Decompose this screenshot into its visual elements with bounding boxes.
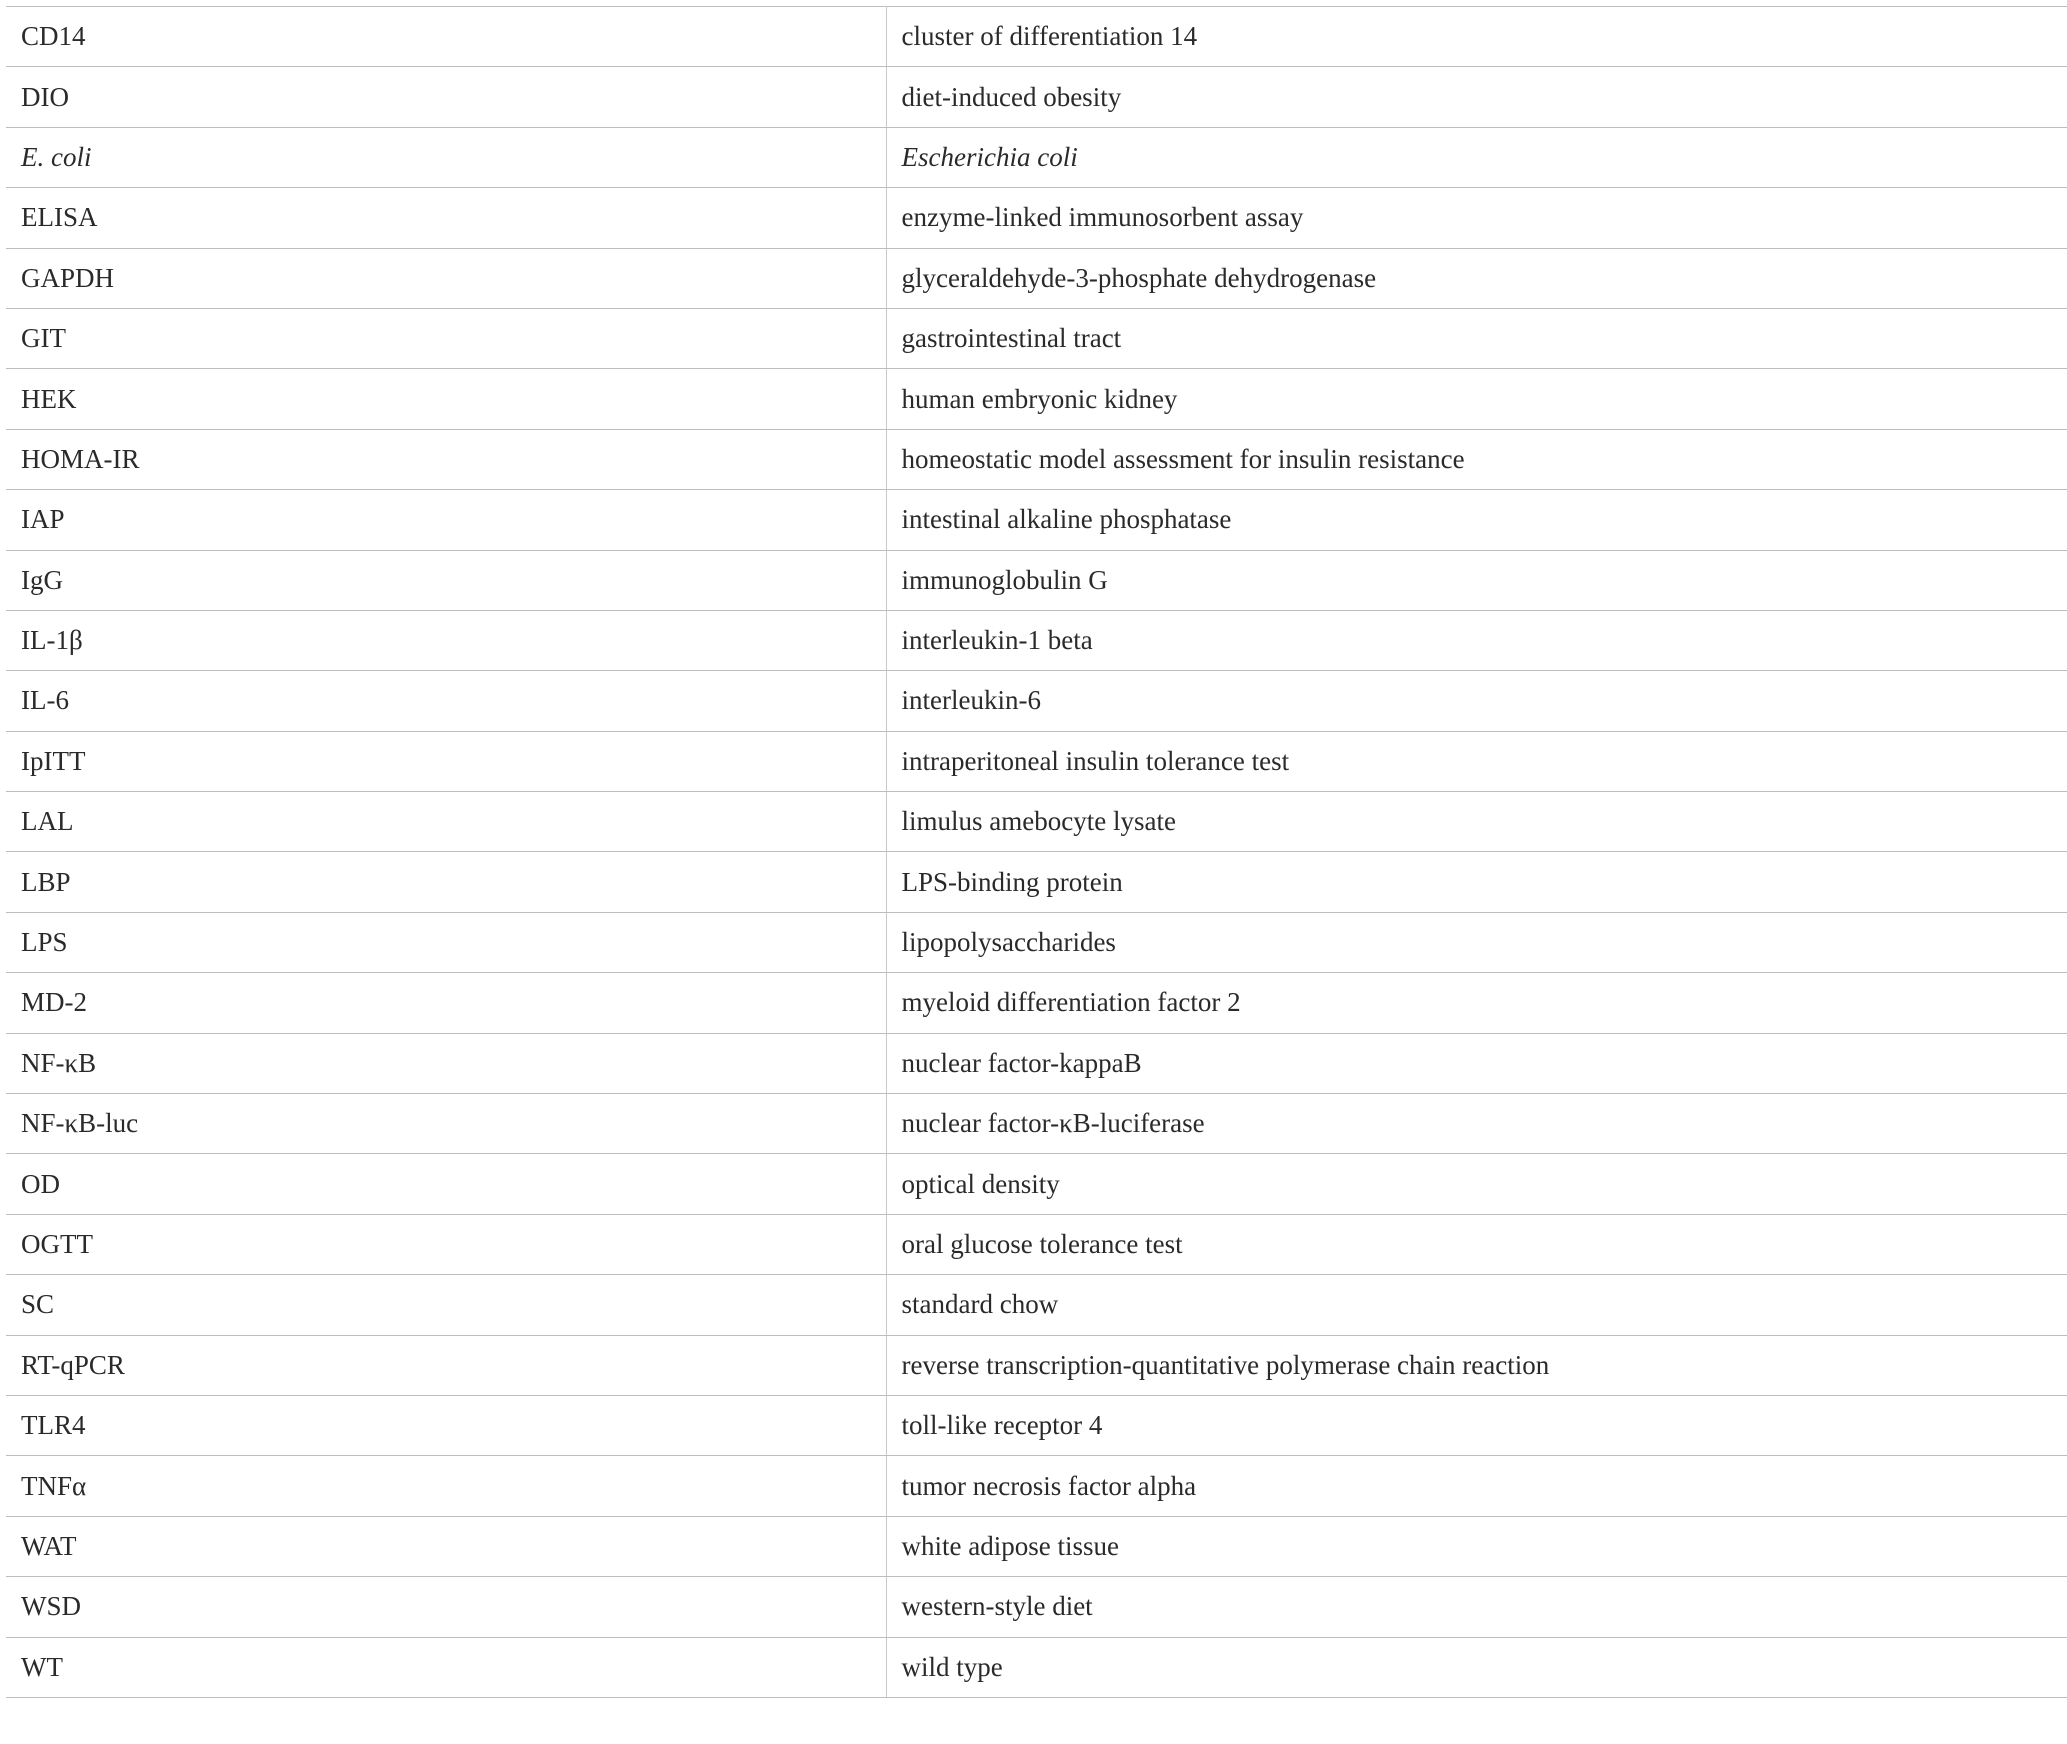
table-row bbox=[6, 1516, 2067, 1576]
abbreviation-cell: WAT bbox=[6, 1516, 886, 1576]
abbreviation-cell: IAP bbox=[6, 490, 886, 550]
abbreviation-cell: IpITT bbox=[6, 731, 886, 791]
definition-cell: optical density bbox=[886, 1154, 2067, 1214]
abbreviation-cell: DIO bbox=[6, 67, 886, 127]
definition-cell: cluster of differentiation 14 bbox=[886, 7, 2067, 67]
table-row bbox=[6, 671, 2067, 731]
definition-cell: myeloid differentiation factor 2 bbox=[886, 973, 2067, 1033]
definition-cell: glyceraldehyde-3-phosphate dehydrogenase bbox=[886, 248, 2067, 308]
definition-cell: human embryonic kidney bbox=[886, 369, 2067, 429]
table-row bbox=[6, 369, 2067, 429]
table-row bbox=[6, 308, 2067, 368]
abbreviation-cell: WSD bbox=[6, 1577, 886, 1637]
abbreviation-cell: SC bbox=[6, 1275, 886, 1335]
definition-cell: white adipose tissue bbox=[886, 1516, 2067, 1576]
table-row bbox=[6, 731, 2067, 791]
table-row bbox=[6, 973, 2067, 1033]
definition-cell: intestinal alkaline phosphatase bbox=[886, 490, 2067, 550]
definition-cell: homeostatic model assessment for insulin resistance bbox=[886, 429, 2067, 489]
table-row bbox=[6, 188, 2067, 248]
abbreviation-cell: IgG bbox=[6, 550, 886, 610]
abbreviation-cell: CD14 bbox=[6, 7, 886, 67]
table-row bbox=[6, 248, 2067, 308]
definition-cell: wild type bbox=[886, 1637, 2067, 1697]
abbreviation-cell: GIT bbox=[6, 308, 886, 368]
abbreviation-cell: NF-κB-luc bbox=[6, 1094, 886, 1154]
abbreviations-table-body bbox=[6, 7, 2067, 1698]
table-row bbox=[6, 490, 2067, 550]
table-row bbox=[6, 792, 2067, 852]
abbreviation-cell: LPS bbox=[6, 912, 886, 972]
abbreviation-cell: GAPDH bbox=[6, 248, 886, 308]
table-row bbox=[6, 1154, 2067, 1214]
definition-cell: toll-like receptor 4 bbox=[886, 1395, 2067, 1455]
definition-cell: oral glucose tolerance test bbox=[886, 1214, 2067, 1274]
definition-cell: interleukin-1 beta bbox=[886, 610, 2067, 670]
abbreviation-cell: IL-1β bbox=[6, 610, 886, 670]
definition-cell: Escherichia coli bbox=[886, 127, 2067, 187]
abbreviation-cell: HEK bbox=[6, 369, 886, 429]
definition-cell: western-style diet bbox=[886, 1577, 2067, 1637]
definition-cell: nuclear factor-kappaB bbox=[886, 1033, 2067, 1093]
abbreviation-cell: TLR4 bbox=[6, 1395, 886, 1455]
definition-cell: tumor necrosis factor alpha bbox=[886, 1456, 2067, 1516]
definition-cell: immunoglobulin G bbox=[886, 550, 2067, 610]
table-row bbox=[6, 1033, 2067, 1093]
abbreviation-cell: WT bbox=[6, 1637, 886, 1697]
abbreviations-table-container bbox=[6, 6, 2067, 1698]
table-row bbox=[6, 610, 2067, 670]
abbreviation-cell: NF-κB bbox=[6, 1033, 886, 1093]
table-row bbox=[6, 429, 2067, 489]
table-row bbox=[6, 912, 2067, 972]
abbreviation-cell: HOMA-IR bbox=[6, 429, 886, 489]
definition-cell: limulus amebocyte lysate bbox=[886, 792, 2067, 852]
definition-cell: gastrointestinal tract bbox=[886, 308, 2067, 368]
abbreviation-cell: TNFα bbox=[6, 1456, 886, 1516]
abbreviation-cell: E. coli bbox=[6, 127, 886, 187]
table-row bbox=[6, 67, 2067, 127]
abbreviation-cell: ELISA bbox=[6, 188, 886, 248]
table-row bbox=[6, 1335, 2067, 1395]
definition-cell: diet-induced obesity bbox=[886, 67, 2067, 127]
definition-cell: LPS-binding protein bbox=[886, 852, 2067, 912]
definition-cell: lipopolysaccharides bbox=[886, 912, 2067, 972]
table-row bbox=[6, 1456, 2067, 1516]
abbreviation-cell: LBP bbox=[6, 852, 886, 912]
table-row bbox=[6, 1637, 2067, 1697]
table-row bbox=[6, 1275, 2067, 1335]
table-row bbox=[6, 550, 2067, 610]
table-row bbox=[6, 1094, 2067, 1154]
table-row bbox=[6, 7, 2067, 67]
definition-cell: standard chow bbox=[886, 1275, 2067, 1335]
definition-cell: enzyme-linked immunosorbent assay bbox=[886, 188, 2067, 248]
abbreviations-table bbox=[6, 6, 2067, 1698]
table-row bbox=[6, 1214, 2067, 1274]
table-row bbox=[6, 852, 2067, 912]
definition-cell: intraperitoneal insulin tolerance test bbox=[886, 731, 2067, 791]
abbreviation-cell: RT-qPCR bbox=[6, 1335, 886, 1395]
definition-cell: interleukin-6 bbox=[886, 671, 2067, 731]
abbreviation-cell: MD-2 bbox=[6, 973, 886, 1033]
abbreviation-cell: IL-6 bbox=[6, 671, 886, 731]
table-row bbox=[6, 127, 2067, 187]
table-row bbox=[6, 1395, 2067, 1455]
abbreviation-cell: OGTT bbox=[6, 1214, 886, 1274]
definition-cell: reverse transcription-quantitative polymerase chain reaction bbox=[886, 1335, 2067, 1395]
definition-cell: nuclear factor-κB-luciferase bbox=[886, 1094, 2067, 1154]
abbreviation-cell: LAL bbox=[6, 792, 886, 852]
abbreviation-cell: OD bbox=[6, 1154, 886, 1214]
table-row bbox=[6, 1577, 2067, 1637]
